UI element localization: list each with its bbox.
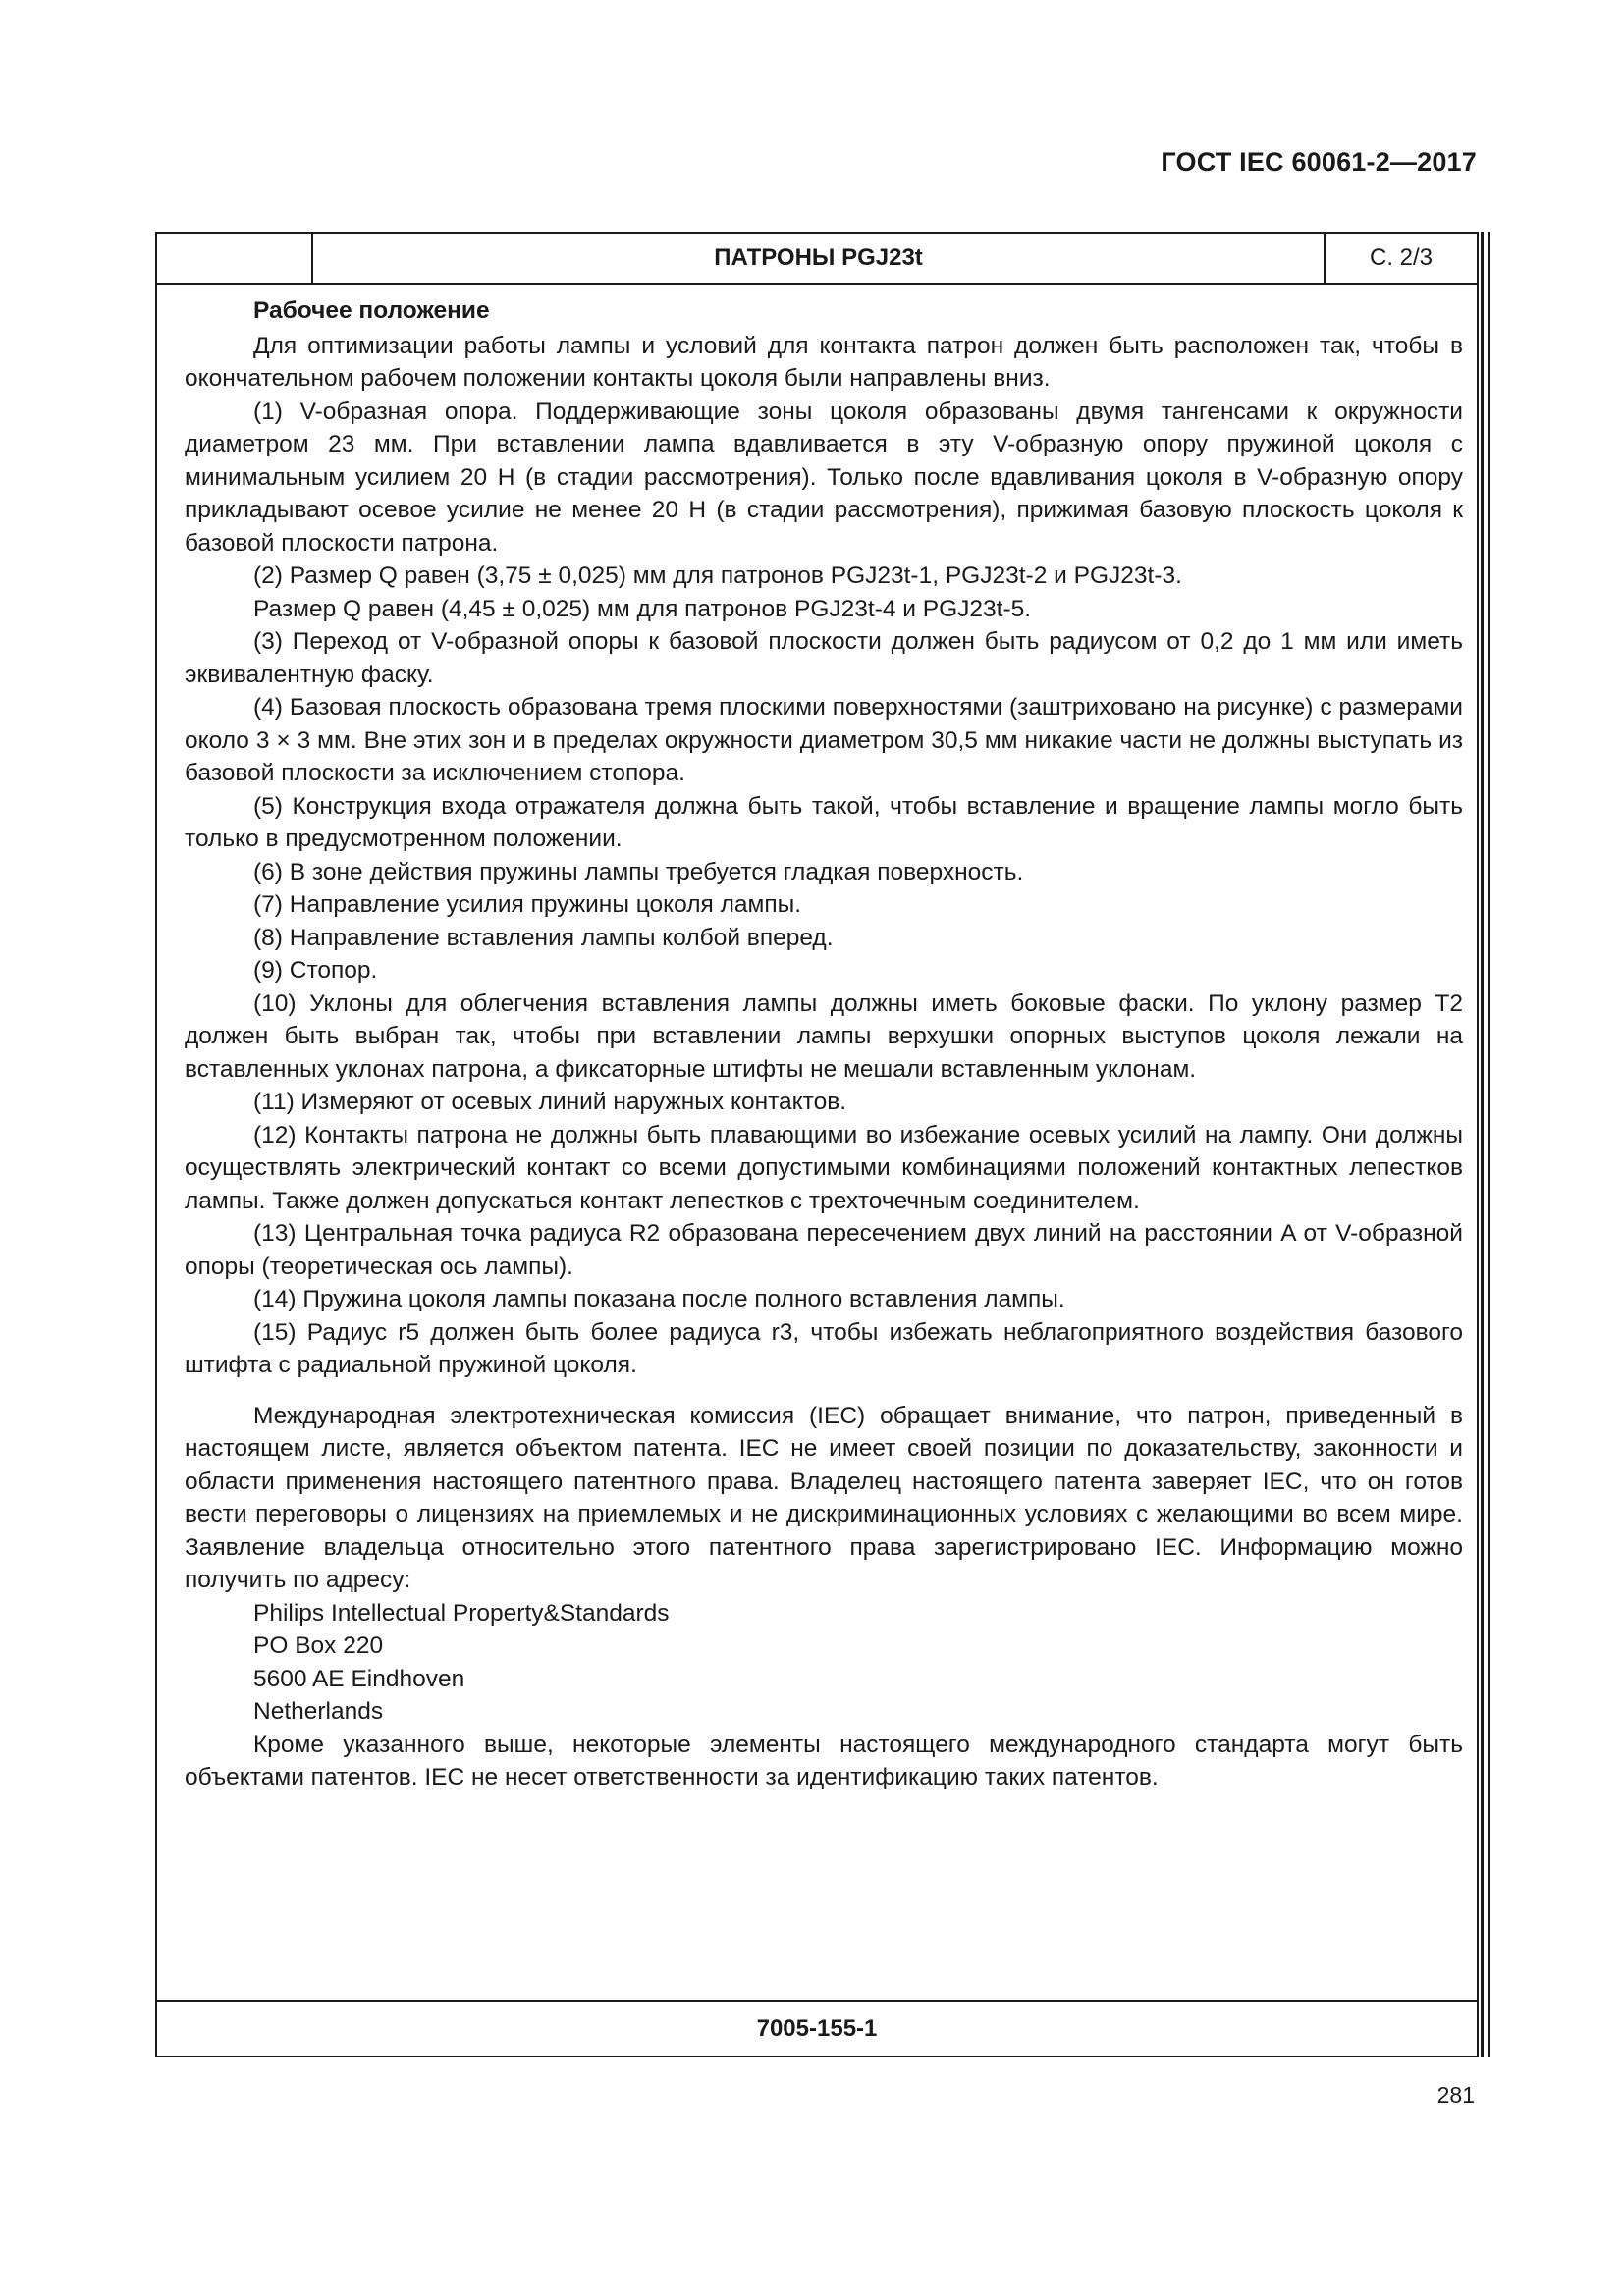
address-line: Netherlands — [253, 1698, 384, 1725]
closing-paragraph: Кроме указанного выше, некоторые элементы настоящего международного стандарта могут быть объектами патентов. IEC не несет ответственности за идентификацию таких патентов. — [185, 1731, 1463, 1790]
note-7: (7) Направление усилия пружины цоколя лампы. — [253, 891, 802, 918]
note-6: (6) В зоне действия пружины лампы требуется гладкая поверхность. — [253, 858, 1024, 885]
note-3: (3) Переход от V-образной опоры к базовой плоскости должен быть радиусом от 0,2 до 1 мм или иметь эквивалентную фаску. — [185, 628, 1463, 688]
note-4: (4) Базовая плоскость образована тремя плоскими поверхностями (заштриховано на рисунке) с размерами около 3 × 3 мм. Вне этих зон и в пределах окружности диаметром 30,5 мм никакие части не должны выступать из базовой плоскости за исключением стопора. — [185, 694, 1463, 786]
spacer — [185, 1382, 1463, 1400]
patent-notice: Международная электротехническая комиссия (IEC) обращает внимание, что патрон, приведенный в настоящем листе, является объектом патента. IEC не имеет своей позиции по доказательству, законности и области применения настоящего патентного права. Владелец настоящего патента заверяет IEC, что он готов вести переговоры о лицензиях на приемлемых и не дискриминационных условиях с желающими во всем мире. Заявление владельца относительно этого патентного права зарегистрировано IEC. Информацию можно получить по адресу: — [185, 1402, 1463, 1593]
frame-double-border — [1481, 232, 1490, 2057]
sheet-content — [185, 294, 1463, 1794]
note-5: (5) Конструкция входа отражателя должна быть такой, чтобы вставление и вращение лампы могло быть только в предусмотренном положении. — [185, 792, 1463, 852]
standard-code: ГОСТ IEC 60061-2—2017 — [1161, 147, 1477, 177]
sheet-page: С. 2/3 — [1369, 244, 1434, 271]
section-title: Рабочее положение — [253, 297, 490, 324]
note-12: (12) Контакты патрона не должны быть плавающими во избежание осевых усилий на лампу. Они должны осуществлять электрический контакт со всеми допустимыми комбинациями положений контактных лепестков лампы. Также должен допускаться контакт лепестков с трехточечным соединителем. — [185, 1121, 1463, 1214]
sheet-header — [157, 234, 1477, 285]
note-14: (14) Пружина цоколя лампы показана после полного вставления лампы. — [253, 1286, 1065, 1312]
note-9: (9) Стопор. — [253, 957, 378, 984]
sheet-frame — [155, 232, 1479, 2057]
sheet-title: ПАТРОНЫ PGJ23t — [313, 234, 1326, 283]
paragraph: Для оптимизации работы лампы и условий для контакта патрон должен быть расположен так, чтобы в окончательном рабочем положении контакты цоколя были направлены вниз. — [185, 332, 1463, 392]
note-10: (10) Уклоны для облегчения вставления лампы должны иметь боковые фаски. По уклону размер T2 должен быть выбран так, чтобы при вставлении лампы верхушки опорных выступов цоколя лежали на вставленных уклонах патрона, а фиксаторные штифты не мешали вставленным уклонам. — [185, 989, 1463, 1083]
address-line: 5600 AE Eindhoven — [253, 1665, 465, 1692]
note-11: (11) Измеряют от осевых линий наружных контактов. — [253, 1089, 847, 1115]
address-line: PO Box 220 — [253, 1632, 384, 1659]
header-empty-cell — [157, 234, 313, 283]
note-8: (8) Направление вставления лампы колбой вперед. — [253, 924, 834, 951]
note-13: (13) Центральная точка радиуса R2 образована пересечением двух линий на расстоянии A от V-образной опоры (теоретическая ось лампы). — [185, 1220, 1463, 1280]
sheet-footer-code: 7005-155-1 — [157, 2000, 1477, 2056]
note-15: (15) Радиус r5 должен быть более радиуса r3, чтобы избежать неблагоприятного воздействия базового штифта с радиальной пружиной цоколя. — [185, 1318, 1463, 1378]
address-line: Philips Intellectual Property&Standards — [253, 1599, 670, 1627]
note-2-continued: Размер Q равен (4,45 ± 0,025) мм для патронов PGJ23t-4 и PGJ23t-5. — [253, 595, 1032, 622]
note-2: (2) Размер Q равен (3,75 ± 0,025) мм для патронов PGJ23t-1, PGJ23t-2 и PGJ23t-3. — [253, 562, 1182, 589]
page-number: 281 — [1436, 2082, 1475, 2108]
note-1: (1) V-образная опора. Поддерживающие зоны цоколя образованы двумя тангенсами к окружности диаметром 23 мм. При вставлении лампа вдавливается в эту V-образную опору пружиной цоколя с минимальным усилием 20 Н (в стадии рассмотрения). Только после вдавливания цоколя в V-образную опору прикладывают осевое усилие не менее 20 Н (в стадии рассмотрения), прижимая базовую плоскость цоколя к базовой плоскости патрона. — [185, 398, 1463, 557]
